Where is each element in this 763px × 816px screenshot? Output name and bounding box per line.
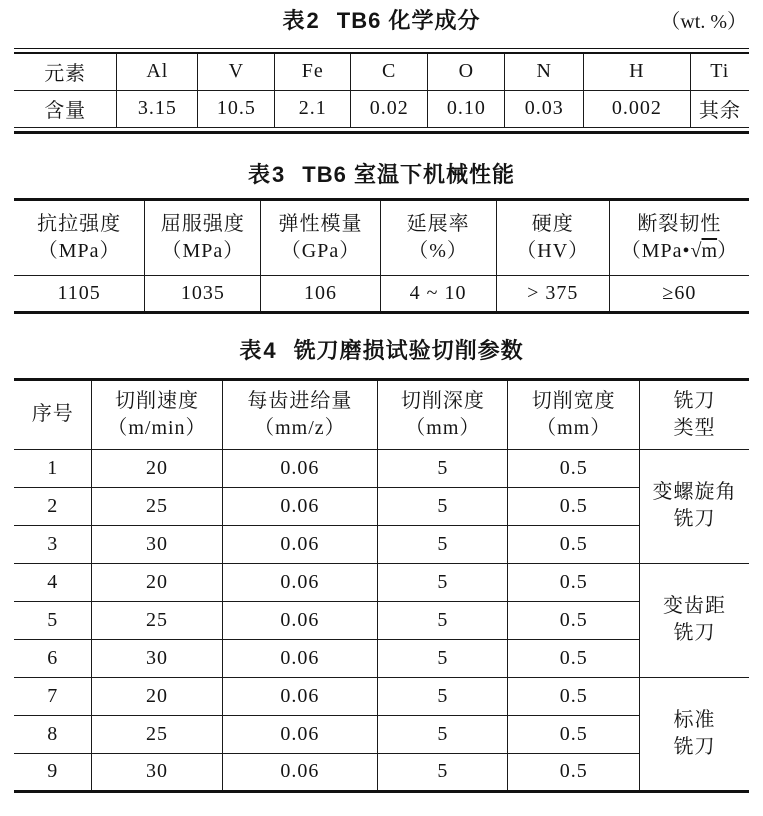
table3-value-row [14, 275, 749, 312]
table3-header-fracture-toughness [609, 199, 749, 275]
table2-element-cell: H [584, 53, 691, 90]
table3-header-line: 屈服强度 [160, 212, 245, 235]
table4-caption [14, 336, 749, 366]
table4-data-row [14, 715, 749, 753]
table2-element-cell: N [505, 53, 584, 90]
table4-cutter-type-cell [639, 563, 749, 677]
table4-cell: 0.06 [222, 677, 378, 715]
table4-header-cutting-width [508, 379, 640, 449]
table4-cell: 5 [378, 639, 508, 677]
table2-content-cell: 0.002 [584, 90, 691, 127]
table4-cell: 5 [378, 753, 508, 791]
table2-element-cell: V [198, 53, 275, 90]
table4-cell: 0.5 [508, 563, 640, 601]
table3-caption [14, 160, 749, 190]
sqrt-radicand: m [701, 239, 718, 262]
table4-cell: 0.5 [508, 525, 640, 563]
table3-value-cell: 106 [261, 275, 380, 312]
table3-header-unit: （MPa） [37, 239, 121, 262]
table2-element-row [14, 53, 749, 90]
table4-cell: 0.5 [508, 677, 640, 715]
table4-header-unit: （mm） [405, 416, 481, 439]
table4-header-row [14, 379, 749, 449]
table4-cell: 0.06 [222, 563, 378, 601]
fracture-unit-prefix: （MPa• [620, 239, 691, 262]
table4-cell: 30 [92, 525, 222, 563]
table3-header-row [14, 199, 749, 275]
table2-content-cell: 3.15 [117, 90, 198, 127]
table2-content-cell: 2.1 [275, 90, 351, 127]
table4-cell: 0.5 [508, 639, 640, 677]
table4-header-line: 切削宽度 [531, 389, 616, 412]
table4-cell: 20 [92, 449, 222, 487]
table2-caption [14, 6, 749, 36]
cutter-type-line: 铣刀 [673, 508, 716, 530]
table4-cutting-parameters [14, 378, 749, 793]
table4-header-line: 切削速度 [114, 389, 199, 412]
table4-cell: 0.06 [222, 753, 378, 791]
table2-content-cell: 10.5 [198, 90, 275, 127]
table2-element-cell: Al [117, 53, 198, 90]
fracture-unit-suffix: ） [717, 239, 739, 262]
table4-header-line: 每齿进给量 [247, 389, 353, 412]
table4-cutter-type-cell [639, 449, 749, 563]
table3-header-unit: （MPa） [161, 239, 245, 262]
table4-cell: 2 [14, 487, 92, 525]
table4-cell: 0.06 [222, 525, 378, 563]
table3-header-hardness [496, 199, 609, 275]
table4-cell: 20 [92, 563, 222, 601]
table4-header-line: 类型 [673, 416, 716, 439]
table3-value-cell: ≥60 [609, 275, 749, 312]
table4-caption-label: 表4 [239, 337, 278, 363]
table4-header-cutter-type [639, 379, 749, 449]
table4-cell: 5 [378, 601, 508, 639]
table4-cell: 8 [14, 715, 92, 753]
table3-value-cell: > 375 [496, 275, 609, 312]
table2-row-header-content: 含量 [14, 90, 117, 127]
cutter-type-line: 铣刀 [673, 735, 716, 758]
table4-data-row [14, 601, 749, 639]
table4-cell: 0.06 [222, 639, 378, 677]
table3-header-tensile [14, 199, 145, 275]
table4-cell: 20 [92, 677, 222, 715]
table3-header-line: 抗拉强度 [37, 212, 122, 235]
table3-header-line: 延展率 [406, 212, 470, 235]
table4-data-row [14, 525, 749, 563]
table4-header-line: 序号 [31, 403, 74, 425]
table3-value-cell: 1035 [145, 275, 261, 312]
table2-frame [14, 48, 749, 134]
table4-header-no [14, 379, 92, 449]
table2-chemical-composition [14, 52, 749, 128]
table4-cell: 5 [378, 715, 508, 753]
table2-element-cell: Fe [275, 53, 351, 90]
table3-mechanical-properties [14, 198, 749, 314]
table3-header-yield [145, 199, 261, 275]
table4-cell: 5 [378, 449, 508, 487]
table4-header-line: 铣刀 [673, 389, 716, 412]
table2-unit-label: （wt. %） [660, 11, 747, 33]
table4-header-cutting-speed [92, 379, 222, 449]
table2-element-cell: O [428, 53, 505, 90]
table4-header-cutting-depth [378, 379, 508, 449]
table4-cell: 5 [378, 677, 508, 715]
table3-value-cell: 1105 [14, 275, 145, 312]
table4-data-row [14, 677, 749, 715]
table2-content-cell: 其余 [690, 90, 749, 127]
table3-header-unit: （HV） [516, 239, 590, 262]
table4-header-line: 切削深度 [400, 389, 485, 412]
table3-header-modulus [261, 199, 380, 275]
table3-header-elongation [380, 199, 496, 275]
table4-data-row [14, 487, 749, 525]
table4-cell: 5 [14, 601, 92, 639]
table4-cell: 0.06 [222, 449, 378, 487]
table4-cutter-type-cell [639, 677, 749, 791]
table4-cell: 7 [14, 677, 92, 715]
table3-caption-label: 表3 [248, 161, 287, 187]
table2-content-cell: 0.02 [351, 90, 428, 127]
table4-header-feed-per-tooth [222, 379, 378, 449]
table4-header-unit: （mm） [536, 416, 612, 439]
table4-cell: 0.06 [222, 487, 378, 525]
table4-cell: 5 [378, 563, 508, 601]
table4-cell: 25 [92, 601, 222, 639]
table4-cell: 5 [378, 487, 508, 525]
table4-cell: 3 [14, 525, 92, 563]
table2-content-cell: 0.03 [505, 90, 584, 127]
table4-caption-title: 铣刀磨损试验切削参数 [293, 337, 524, 363]
table4-cell: 0.5 [508, 715, 640, 753]
table4-cell: 6 [14, 639, 92, 677]
table4-cell: 9 [14, 753, 92, 791]
table4-cell: 0.5 [508, 601, 640, 639]
table3-header-line: 硬度 [531, 212, 574, 235]
table4-header-unit: （mm/z） [254, 416, 346, 439]
table3-value-cell: 4 ~ 10 [380, 275, 496, 312]
table3-caption-title: TB6 室温下机械性能 [302, 161, 515, 187]
table4-cell: 25 [92, 487, 222, 525]
table4-cell: 4 [14, 563, 92, 601]
table4-data-row [14, 563, 749, 601]
table4-cell: 0.5 [508, 753, 640, 791]
table2-caption-label: 表2 [282, 8, 321, 33]
table2-element-cell: C [351, 53, 428, 90]
table3-header-unit [612, 238, 747, 265]
table3-header-unit: （GPa） [280, 239, 361, 262]
cutter-type-line: 变螺旋角 [652, 481, 737, 503]
table3-header-unit: （%） [408, 239, 468, 262]
table4-cell: 30 [92, 753, 222, 791]
table4-data-row [14, 753, 749, 791]
table2-row-header-element: 元素 [14, 53, 117, 90]
table2-element-cell: Ti [690, 53, 749, 90]
table4-cell: 0.06 [222, 601, 378, 639]
table4-cell: 5 [378, 525, 508, 563]
cutter-type-line: 变齿距 [662, 595, 726, 617]
table4-cell: 0.5 [508, 487, 640, 525]
table2-caption-title: TB6 化学成分 [336, 8, 481, 33]
table4-data-row [14, 449, 749, 487]
table3-header-line: 弹性模量 [278, 212, 363, 235]
sqrt-radical-symbol: √ [690, 239, 702, 262]
table4-cell: 30 [92, 639, 222, 677]
table2-content-row [14, 90, 749, 127]
table3-header-line: 断裂韧性 [637, 212, 722, 235]
table4-cell: 0.5 [508, 449, 640, 487]
table4-cell: 25 [92, 715, 222, 753]
table4-header-unit: （m/min） [107, 416, 207, 439]
cutter-type-line: 铣刀 [673, 622, 716, 644]
table4-cell: 1 [14, 449, 92, 487]
table2-content-cell: 0.10 [428, 90, 505, 127]
table4-data-row [14, 639, 749, 677]
table4-cell: 0.06 [222, 715, 378, 753]
cutter-type-line: 标准 [673, 708, 716, 731]
